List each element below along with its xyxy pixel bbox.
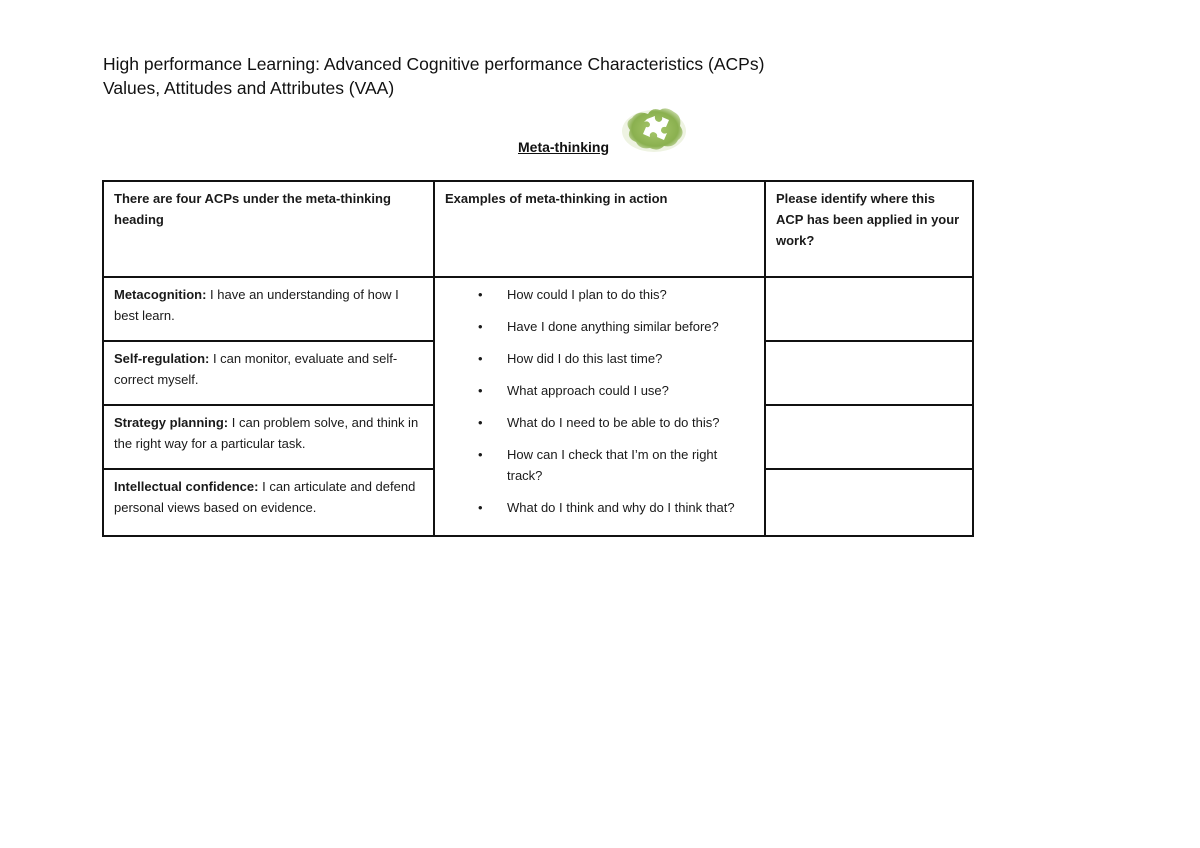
list-item: • How can I check that I’m on the right track? [495,444,754,486]
list-item: • What do I need to be able to do this? [495,412,754,433]
applied-input-self-regulation[interactable] [765,341,973,405]
acp-name: Intellectual confidence: [114,478,259,494]
acp-cell-metacognition [103,277,434,341]
list-item: • What do I think and why do I think that? [495,497,754,518]
meta-thinking-table [102,180,974,537]
section-title: Meta-thinking [518,139,609,155]
applied-input-intellectual-confidence[interactable] [765,469,973,536]
puzzle-piece-icon [618,104,688,154]
acp-description: I can monitor, evaluate and self-correct myself. [114,350,398,387]
header-examples: Examples of meta-thinking in action [434,181,765,277]
list-item: • What approach could I use? [495,380,754,401]
acp-description: I have an understanding of how I best learn. [114,287,399,323]
applied-input-strategy-planning[interactable] [765,405,973,469]
examples-list [445,284,754,518]
acp-cell-strategy-planning [103,405,434,469]
document-subtitle: Values, Attitudes and Attributes (VAA) [103,78,395,98]
header-applied: Please identify where this ACP has been applied in your work? [765,181,973,277]
list-item: • How did I do this last time? [495,348,754,369]
acp-name: Metacognition: [114,287,207,302]
examples-cell [434,277,765,536]
list-item: • How could I plan to do this? [495,284,754,305]
table-header-row [103,181,973,277]
acp-description: I can problem solve, and think in the right way for a particular task. [114,414,419,451]
header-acps: There are four ACPs under the meta-thinking heading [103,181,434,277]
list-item: • Have I done anything similar before? [495,316,754,337]
document-title: High performance Learning: Advanced Cognitive performance Characteristics (ACPs) [103,54,765,74]
acp-description: I can articulate and defend personal views based on evidence. [114,478,416,515]
document-header [103,52,764,100]
applied-input-metacognition[interactable] [765,277,973,341]
table-row [103,277,973,341]
acp-name: Self-regulation: [114,350,210,366]
acp-name: Strategy planning: [114,414,229,430]
acp-cell-self-regulation [103,341,434,405]
acp-cell-intellectual-confidence [103,469,434,536]
